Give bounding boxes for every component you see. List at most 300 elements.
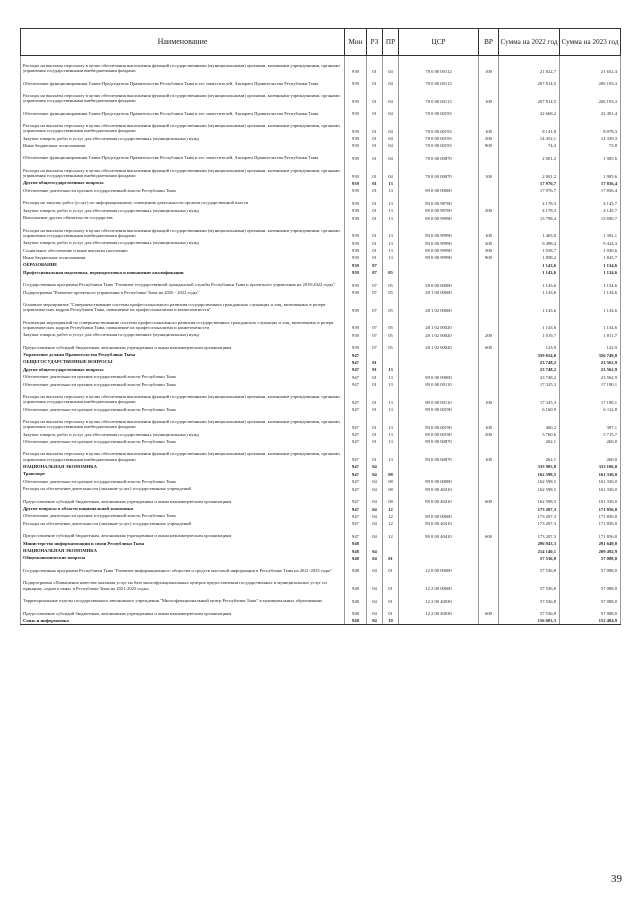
cell-csr: 78 0 00 00113 [399, 74, 479, 87]
cell-min: 939 [345, 246, 367, 253]
table-row [21, 504, 621, 511]
cell-pr: 13 [383, 365, 399, 372]
cell-pr: 13 [383, 221, 399, 239]
cell-rz: 04 [367, 470, 383, 477]
cell-rz: 04 [367, 462, 383, 469]
cell-csr: 89 0 00 00000 [399, 372, 479, 379]
cell-s1: 21 822,7 [499, 56, 560, 74]
cell-csr: 89 0 00 98700 [399, 206, 479, 213]
cell-vr [479, 504, 499, 511]
cell-name: Подпрограмма «Повышение качества оказания услуг на базе многофункциональных центров предоставления государственных и муниципальных услуг по принципу «одного окна» в Республике Тыва на 2021-2025 годы» [21, 574, 345, 592]
cell-s1: 359 654,0 [499, 350, 560, 357]
cell-s2: 5 715,7 [560, 430, 621, 437]
header-sum-2022: Сумма на 2022 год [499, 29, 560, 56]
cell-name: Закупка товаров, работ и услуг для обеспечения государственных (муниципальных) нужд [21, 330, 345, 337]
cell-pr: 01 [383, 554, 399, 561]
cell-s1: 23 748,2 [499, 358, 560, 365]
cell-min: 947 [345, 405, 367, 412]
cell-min: 947 [345, 350, 367, 357]
cell-s1: 262,1 [499, 437, 560, 444]
page-number: 39 [611, 873, 622, 885]
cell-pr [383, 358, 399, 365]
cell-min: 939 [345, 86, 367, 104]
table-row [21, 574, 621, 592]
cell-vr [479, 546, 499, 553]
cell-pr: 05 [383, 275, 399, 288]
budget-sheet [20, 28, 620, 625]
cell-min: 947 [345, 492, 367, 505]
cell-pr: 13 [383, 186, 399, 193]
cell-vr [479, 519, 499, 526]
cell-pr: 13 [383, 372, 399, 379]
cell-s2: 1 030,6 [560, 246, 621, 253]
cell-s1: 400,2 [499, 412, 560, 430]
cell-s2: 17 190,1 [560, 380, 621, 387]
cell-s1: 1 143,6 [499, 275, 560, 288]
cell-s1: 1 143,6 [499, 260, 560, 267]
cell-rz: 07 [367, 330, 383, 337]
cell-vr [479, 380, 499, 387]
cell-vr [479, 462, 499, 469]
cell-vr [479, 512, 499, 519]
cell-s2: 356 749,0 [560, 350, 621, 357]
cell-name: Транспорт [21, 470, 345, 477]
table-row [21, 338, 621, 351]
cell-pr: 08 [383, 484, 399, 491]
cell-vr [479, 437, 499, 444]
cell-rz: 01 [367, 161, 383, 179]
cell-rz: 01 [367, 104, 383, 117]
cell-name: Связь и информатика [21, 616, 345, 624]
cell-csr: 89 0 00 99990 [399, 213, 479, 220]
cell-name: Закупка товаров, работ и услуг для обеспечения государственных (муниципальных) нужд [21, 430, 345, 437]
cell-s1: 22 668,2 [499, 104, 560, 117]
cell-rz: 01 [367, 186, 383, 193]
cell-name: Реализация мероприятий по совершенствованию системы профессионального развития государственных гражданских служащих и лиц, включенных в резерв управленческих кадров Республики Тыва, повышение их профессионализма и компетентности [21, 313, 345, 331]
cell-min: 947 [345, 372, 367, 379]
cell-name: ОБЩЕГОСУДАРСТВЕННЫЕ ВОПРОСЫ [21, 358, 345, 365]
cell-s1: 214 140,1 [499, 546, 560, 553]
cell-s2: 260,0 [560, 437, 621, 444]
cell-vr [479, 260, 499, 267]
cell-min: 947 [345, 358, 367, 365]
cell-csr: 78 0 00 00113 [399, 86, 479, 104]
cell-s2: 161 330,0 [560, 492, 621, 505]
cell-pr [383, 462, 399, 469]
cell-pr: 04 [383, 86, 399, 104]
cell-name: Обеспечение деятельности органов государственной власти Республики Тыва [21, 477, 345, 484]
cell-s2: 152 404,9 [560, 616, 621, 624]
cell-s2: 161 330,0 [560, 484, 621, 491]
header-vr: ВР [479, 29, 499, 56]
cell-name: Расходы на выплаты персоналу в целях обеспечения выполнения функций государственными (муниципальными) органами, казенными учреждениями, органами управления государственными внебюджетными фондами [21, 161, 345, 179]
cell-name: ОБРАЗОВАНИЕ [21, 260, 345, 267]
cell-s1: 17 976,7 [499, 186, 560, 193]
cell-pr: 04 [383, 116, 399, 134]
cell-s2: 333 186,0 [560, 462, 621, 469]
cell-min: 939 [345, 141, 367, 148]
cell-s2: 1 134,6 [560, 313, 621, 331]
cell-pr [383, 260, 399, 267]
cell-s2: 206 193,3 [560, 74, 621, 87]
cell-s1: 23 748,2 [499, 372, 560, 379]
table-row [21, 213, 621, 220]
cell-csr: 89 0 00 99990 [399, 246, 479, 253]
cell-rz: 01 [367, 405, 383, 412]
cell-pr: 08 [383, 470, 399, 477]
cell-s2: 1 134,6 [560, 260, 621, 267]
cell-s1: 173 207,3 [499, 526, 560, 539]
cell-vr [479, 295, 499, 313]
cell-min: 939 [345, 193, 367, 206]
table-row [21, 512, 621, 519]
cell-rz: 01 [367, 141, 383, 148]
cell-pr: 13 [383, 213, 399, 220]
cell-pr: 12 [383, 519, 399, 526]
cell-vr [479, 539, 499, 546]
table-row [21, 206, 621, 213]
cell-csr [399, 504, 479, 511]
cell-min: 939 [345, 268, 367, 275]
cell-min: 948 [345, 616, 367, 624]
cell-s1: 23 748,2 [499, 365, 560, 372]
cell-vr: 200 [479, 238, 499, 245]
cell-name: Основное мероприятие "Совершенствование системы профессионального развития государственных гражданских служащих и лиц, включенных в резерв управленческих кадров Республики Тыва, повышение их профессионализма и компетентности" [21, 295, 345, 313]
cell-s2: 1 134,6 [560, 295, 621, 313]
cell-csr: 89 0 00 98700 [399, 193, 479, 206]
cell-name: Расходы на выплаты персоналу в целях обеспечения выполнения функций государственными (муниципальными) органами, казенными учреждениями, органами управления государственными внебюджетными фондами [21, 445, 345, 463]
cell-csr: 78 0 00 00870 [399, 161, 479, 179]
cell-rz: 07 [367, 260, 383, 267]
cell-name: Расходы на обеспечение деятельности (оказание услуг) государственных учреждений [21, 519, 345, 526]
cell-min: 939 [345, 221, 367, 239]
table-row [21, 193, 621, 206]
cell-s1: 296 943,3 [499, 539, 560, 546]
cell-vr [479, 561, 499, 574]
cell-s2: 1 134,6 [560, 268, 621, 275]
cell-vr [479, 554, 499, 561]
cell-rz: 01 [367, 206, 383, 213]
cell-s2: 14 339,3 [560, 134, 621, 141]
cell-min: 947 [345, 430, 367, 437]
cell-csr [399, 179, 479, 186]
cell-min: 947 [345, 512, 367, 519]
table-row [21, 591, 621, 604]
table-row [21, 134, 621, 141]
cell-pr: 04 [383, 141, 399, 148]
cell-vr [479, 186, 499, 193]
cell-vr: 100 [479, 445, 499, 463]
cell-s1: 57 536,8 [499, 604, 560, 617]
cell-vr: 200 [479, 330, 499, 337]
cell-name: Общеэкономические вопросы [21, 554, 345, 561]
cell-rz: 04 [367, 604, 383, 617]
cell-rz: 04 [367, 546, 383, 553]
cell-s2: 206 193,3 [560, 86, 621, 104]
table-row [21, 149, 621, 162]
cell-s2: 161 330,0 [560, 477, 621, 484]
cell-name: Предоставление субсидий бюджетным, автономным учреждениям и иным некоммерческим организациям [21, 492, 345, 505]
cell-name: Управление делами Правительства Республики Тыва [21, 350, 345, 357]
cell-pr: 13 [383, 193, 399, 206]
cell-vr [479, 288, 499, 295]
cell-csr: 89 0 00 00110 [399, 380, 479, 387]
cell-vr: 600 [479, 338, 499, 351]
cell-name: Обеспечение деятельности органов государственной власти Республики Тыва [21, 512, 345, 519]
cell-name: Закупка товаров, работ и услуг для обеспечения государственных (муниципальных) нужд [21, 134, 345, 141]
cell-s1: 74,3 [499, 141, 560, 148]
cell-rz: 01 [367, 412, 383, 430]
cell-rz: 04 [367, 477, 383, 484]
cell-min: 947 [345, 412, 367, 430]
cell-min: 939 [345, 179, 367, 186]
cell-vr: 800 [479, 253, 499, 260]
cell-s2: 4 145,7 [560, 193, 621, 206]
cell-s1: 162 598,5 [499, 484, 560, 491]
table-row [21, 86, 621, 104]
table-row [21, 74, 621, 87]
cell-csr: 89 0 00 00190 [399, 405, 479, 412]
cell-rz: 01 [367, 134, 383, 141]
table-row [21, 238, 621, 245]
table-row [21, 358, 621, 365]
cell-name: Выполнение других обязательств государства [21, 213, 345, 220]
cell-s2: 8 078,3 [560, 116, 621, 134]
cell-s2: 57 088,0 [560, 561, 621, 574]
cell-name: НАЦИОНАЛЬНАЯ ЭКОНОМИКА [21, 462, 345, 469]
cell-csr: 89 0 00 00190 [399, 430, 479, 437]
cell-min: 939 [345, 161, 367, 179]
table-row [21, 161, 621, 179]
cell-rz: 01 [367, 86, 383, 104]
cell-rz: 07 [367, 338, 383, 351]
cell-name: Обеспечение функционирования Главы-Председателя Правительства Республики Тыва и его заместителей, Аппарата Правительства Республики Тыва [21, 104, 345, 117]
cell-pr: 04 [383, 149, 399, 162]
cell-csr: 89 0 00 40410 [399, 519, 479, 526]
cell-vr [479, 616, 499, 624]
cell-s2: 1 985,6 [560, 149, 621, 162]
table-row [21, 561, 621, 574]
cell-rz: 01 [367, 116, 383, 134]
cell-pr: 04 [383, 74, 399, 87]
cell-s2: 1 134,6 [560, 288, 621, 295]
cell-min: 947 [345, 365, 367, 372]
cell-s2: 1 985,6 [560, 161, 621, 179]
cell-rz: 01 [367, 380, 383, 387]
cell-csr [399, 365, 479, 372]
table-row [21, 313, 621, 331]
cell-vr: 200 [479, 134, 499, 141]
cell-s1: 1 858,2 [499, 253, 560, 260]
cell-min: 948 [345, 604, 367, 617]
cell-min: 948 [345, 591, 367, 604]
cell-s1: 1 019,7 [499, 330, 560, 337]
table-row [21, 412, 621, 430]
cell-name: Министерство информатизации и связи Республики Тыва [21, 539, 345, 546]
table-row [21, 526, 621, 539]
cell-s1: 162 598,5 [499, 470, 560, 477]
cell-s2: 161 330,0 [560, 470, 621, 477]
table-row [21, 380, 621, 387]
cell-name: НАЦИОНАЛЬНАЯ ЭКОНОМИКА [21, 546, 345, 553]
cell-rz [367, 350, 383, 357]
cell-csr [399, 554, 479, 561]
cell-s1: 17 976,7 [499, 179, 560, 186]
cell-name: Другие общегосударственные вопросы [21, 179, 345, 186]
cell-s1: 123,9 [499, 338, 560, 351]
cell-pr: 12 [383, 504, 399, 511]
table-body [21, 56, 621, 625]
cell-csr [399, 462, 479, 469]
cell-rz: 04 [367, 492, 383, 505]
cell-s2: 1 134,6 [560, 275, 621, 288]
cell-s2: 21 652,4 [560, 56, 621, 74]
cell-vr [479, 574, 499, 592]
cell-vr [479, 591, 499, 604]
cell-min: 939 [345, 104, 367, 117]
cell-csr: 12 2 00 40030 [399, 604, 479, 617]
cell-rz: 01 [367, 437, 383, 444]
table-row [21, 268, 621, 275]
cell-s1: 262,1 [499, 445, 560, 463]
cell-name: Предоставление субсидий бюджетным, автономным учреждениям и иным некоммерческим организациям [21, 338, 345, 351]
cell-min: 939 [345, 275, 367, 288]
cell-pr: 05 [383, 295, 399, 313]
cell-s2: 1 011,7 [560, 330, 621, 337]
cell-s2: 57 088,0 [560, 591, 621, 604]
cell-vr [479, 149, 499, 162]
cell-name: Обеспечение деятельности органов государственной власти Республики Тыва [21, 380, 345, 387]
cell-name: Расходы на выплаты персоналу в целях обеспечения выполнения функций государственными (муниципальными) органами, казенными учреждениями, органами управления государственными внебюджетными фондами [21, 221, 345, 239]
cell-pr: 13 [383, 253, 399, 260]
cell-pr: 13 [383, 437, 399, 444]
cell-vr [479, 179, 499, 186]
cell-rz: 01 [367, 372, 383, 379]
cell-s2: 291 649,0 [560, 539, 621, 546]
cell-csr [399, 268, 479, 275]
cell-pr: 12 [383, 512, 399, 519]
cell-s1: 173 207,3 [499, 512, 560, 519]
cell-pr: 01 [383, 561, 399, 574]
table-row [21, 546, 621, 553]
cell-name: Расходы на выплаты персоналу в целях обеспечения выполнения функций государственными (муниципальными) органами, казенными учреждениями, органами управления государственными внебюджетными фондами [21, 86, 345, 104]
cell-min: 948 [345, 554, 367, 561]
cell-pr: 01 [383, 604, 399, 617]
cell-name: Предоставление субсидий бюджетным, автономным учреждениям и иным некоммерческим организациям [21, 604, 345, 617]
cell-vr: 100 [479, 412, 499, 430]
table-row [21, 470, 621, 477]
cell-s1: 57 536,8 [499, 561, 560, 574]
cell-csr: 89 0 00 99990 [399, 238, 479, 245]
table-row [21, 253, 621, 260]
header-min: Мин [345, 29, 367, 56]
cell-csr: 28 1 02 00020 [399, 330, 479, 337]
cell-rz: 04 [367, 591, 383, 604]
cell-s1: 17 325,3 [499, 387, 560, 405]
cell-name: Иные бюджетные ассигнования [21, 253, 345, 260]
cell-pr: 05 [383, 338, 399, 351]
cell-pr: 13 [383, 380, 399, 387]
table-header [21, 29, 621, 56]
cell-s1: 173 207,3 [499, 519, 560, 526]
cell-vr [479, 104, 499, 117]
cell-rz: 01 [367, 430, 383, 437]
cell-min: 947 [345, 437, 367, 444]
cell-name: Иные бюджетные ассигнования [21, 141, 345, 148]
cell-rz: 04 [367, 616, 383, 624]
cell-s2: 260,0 [560, 445, 621, 463]
cell-s1: 335 905,8 [499, 462, 560, 469]
cell-vr: 100 [479, 116, 499, 134]
cell-vr: 100 [479, 221, 499, 239]
cell-name: Обеспечение функционирования Главы-Председателя Правительства Республики Тыва и его заместителей, Аппарата Правительства Республики Тыва [21, 149, 345, 162]
cell-min: 939 [345, 338, 367, 351]
cell-min: 939 [345, 74, 367, 87]
header-name: Наименование [21, 29, 345, 56]
cell-vr: 300 [479, 246, 499, 253]
cell-s1: 6 160,9 [499, 405, 560, 412]
cell-rz: 04 [367, 504, 383, 511]
table-row [21, 462, 621, 469]
table-row [21, 295, 621, 313]
cell-min: 947 [345, 484, 367, 491]
cell-vr [479, 74, 499, 87]
cell-name: Другие вопросы в области национальной экономики [21, 504, 345, 511]
cell-pr: 04 [383, 134, 399, 141]
cell-min: 939 [345, 186, 367, 193]
header-sum-2023: Сумма на 2023 год [560, 29, 621, 56]
cell-s1: 1 038,7 [499, 246, 560, 253]
cell-csr: 89 0 00 00110 [399, 387, 479, 405]
cell-pr: 05 [383, 288, 399, 295]
cell-min: 939 [345, 149, 367, 162]
cell-rz: 01 [367, 193, 383, 206]
cell-s2: 171 856,0 [560, 519, 621, 526]
cell-csr: 28 0 00 00000 [399, 275, 479, 288]
cell-pr: 04 [383, 161, 399, 179]
cell-pr: 08 [383, 492, 399, 505]
cell-pr: 13 [383, 445, 399, 463]
cell-min: 939 [345, 295, 367, 313]
cell-vr: 100 [479, 86, 499, 104]
table-row [21, 288, 621, 295]
cell-rz: 04 [367, 519, 383, 526]
cell-csr [399, 260, 479, 267]
cell-s2: 73,8 [560, 141, 621, 148]
cell-rz: 01 [367, 221, 383, 239]
cell-name: Обеспечение деятельности органов государственной власти Республики Тыва [21, 186, 345, 193]
cell-s1: 9 498,4 [499, 238, 560, 245]
cell-csr: 12 2 00 00000 [399, 574, 479, 592]
cell-pr: 05 [383, 313, 399, 331]
cell-pr: 10 [383, 616, 399, 624]
cell-csr [399, 358, 479, 365]
cell-rz: 04 [367, 574, 383, 592]
cell-s1: 1 143,6 [499, 268, 560, 275]
cell-pr [383, 539, 399, 546]
cell-vr [479, 313, 499, 331]
cell-min: 947 [345, 462, 367, 469]
cell-csr: 12 2 00 40030 [399, 591, 479, 604]
cell-vr: 600 [479, 526, 499, 539]
cell-name: Государственная программа Республики Тыва "Развитие информационного общества и средств массовой информации в Республике Тыва на 2021-2025 годы" [21, 561, 345, 574]
cell-s2: 17 190,1 [560, 387, 621, 405]
budget-table [20, 28, 621, 625]
cell-csr: 78 0 00 00870 [399, 149, 479, 162]
cell-min: 948 [345, 546, 367, 553]
cell-s2: 23 562,9 [560, 372, 621, 379]
cell-rz [367, 539, 383, 546]
